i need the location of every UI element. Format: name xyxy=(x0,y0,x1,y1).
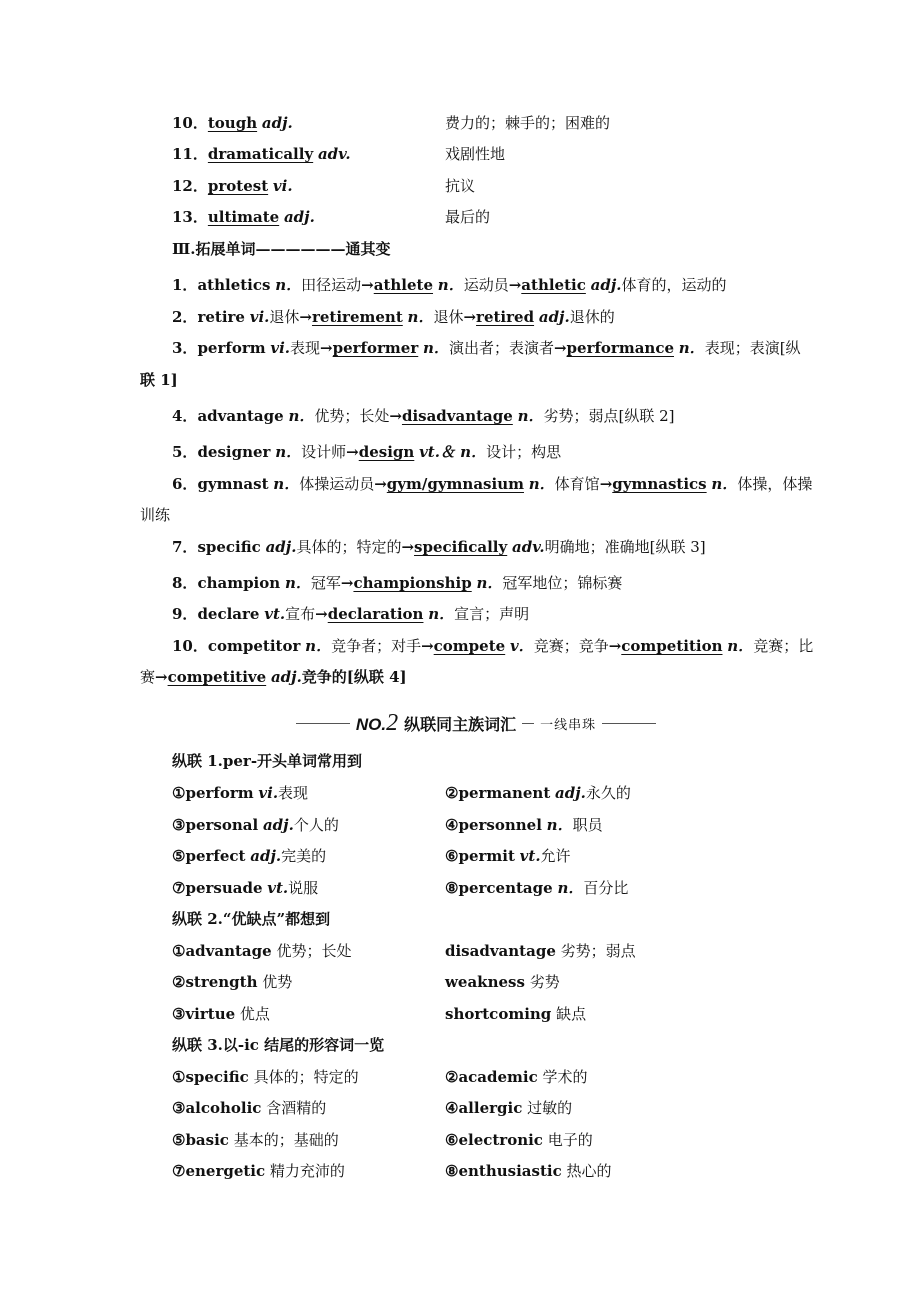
group-heading: 纵联 1.per-开头单词常用到 xyxy=(172,752,363,770)
group-item: ④allergic 过敏的 xyxy=(445,1099,573,1117)
group-item: ③alcoholic 含酒精的 xyxy=(172,1099,327,1117)
expand-row-cont: 训练 xyxy=(140,506,171,524)
group-item: weakness 劣势 xyxy=(445,973,560,991)
banner-rule-right xyxy=(602,723,656,724)
group-item: ⑥permit vt.允许 xyxy=(445,847,571,865)
group-item: ①specific 具体的；特定的 xyxy=(172,1068,359,1086)
group-item: shortcoming 缺点 xyxy=(445,1005,587,1023)
group-item: ③virtue 优点 xyxy=(172,1005,270,1023)
group-item: ⑥electronic 电子的 xyxy=(445,1131,593,1149)
section-banner xyxy=(296,710,656,736)
expand-row: 8．champion n．冠军→championship n．冠军地位；锦标赛 xyxy=(172,574,623,592)
banner-rule-mid xyxy=(522,723,534,724)
group-item: ⑤basic 基本的；基础的 xyxy=(172,1131,339,1149)
group-heading: 纵联 2.“优缺点”都想到 xyxy=(172,910,331,928)
group-item: disadvantage 劣势；弱点 xyxy=(445,942,636,960)
banner-rule-left xyxy=(296,723,350,724)
vocab-meaning: 最后的 xyxy=(445,208,491,226)
vocab-row: 13．ultimate adj. xyxy=(172,208,315,226)
expand-row: 1．athletics n．田径运动→athlete n．运动员→athletic adj.体育的，运动的 xyxy=(172,276,727,294)
group-item: ⑦persuade vt.说服 xyxy=(172,879,319,897)
expand-row: 2．retire vi.退休→retirement n．退休→retired adj.退休的 xyxy=(172,308,615,326)
expand-row: 9．declare vt.宣布→declaration n．宣言；声明 xyxy=(172,605,530,623)
expand-row: 3．perform vi.表现→performer n．演出者；表演者→performance n．表现；表演[纵 xyxy=(172,339,801,357)
expand-row: 6．gymnast n．体操运动员→gym/gymnasium n．体育馆→gymnastics n．体操，体操 xyxy=(172,475,813,493)
banner-no: NO.2 xyxy=(355,709,399,736)
group-item: ②permanent adj.永久的 xyxy=(445,784,631,802)
expand-row: 4．advantage n．优势；长处→disadvantage n．劣势；弱点[纵联 2] xyxy=(172,407,675,425)
vocab-row: 12．protest vi. xyxy=(172,177,293,195)
vocab-row: 10．tough adj. xyxy=(172,114,293,132)
group-item: ②strength 优势 xyxy=(172,973,293,991)
group-item: ②academic 学术的 xyxy=(445,1068,588,1086)
vocab-meaning: 抗议 xyxy=(445,177,476,195)
group-heading: 纵联 3.以-ic 结尾的形容词一览 xyxy=(172,1036,385,1054)
section-heading: Ⅲ.拓展单词——————通其变 xyxy=(172,240,391,258)
expand-row-cont: 联 1] xyxy=(140,371,178,389)
expand-row: 10．competitor n．竞争者；对手→compete v．竞赛；竞争→competition n．竞赛；比 xyxy=(172,637,814,655)
expand-row: 5．designer n．设计师→design vt.＆ n．设计；构思 xyxy=(172,443,562,461)
group-item: ①perform vi.表现 xyxy=(172,784,309,802)
group-item: ⑧enthusiastic 热心的 xyxy=(445,1162,612,1180)
group-item: ①advantage 优势；长处 xyxy=(172,942,352,960)
expand-row-cont: 赛→competitive adj.竞争的[纵联 4] xyxy=(140,668,407,686)
expand-row: 7．specific adj.具体的；特定的→specifically adv.明确地；准确地[纵联 3] xyxy=(172,538,706,556)
group-item: ⑦energetic 精力充沛的 xyxy=(172,1162,345,1180)
group-item: ⑤perfect adj.完美的 xyxy=(172,847,327,865)
vocab-meaning: 费力的；棘手的；困难的 xyxy=(445,114,611,132)
group-item: ⑧percentage n．百分比 xyxy=(445,879,629,897)
vocab-meaning: 戏剧性地 xyxy=(445,145,506,163)
vocab-row: 11．dramatically adv. xyxy=(172,145,351,163)
banner-title: 纵联同主族词汇 xyxy=(404,714,517,734)
group-item: ④personnel n．职员 xyxy=(445,816,603,834)
banner-subtitle: 一线串珠 xyxy=(540,717,597,733)
group-item: ③personal adj.个人的 xyxy=(172,816,339,834)
